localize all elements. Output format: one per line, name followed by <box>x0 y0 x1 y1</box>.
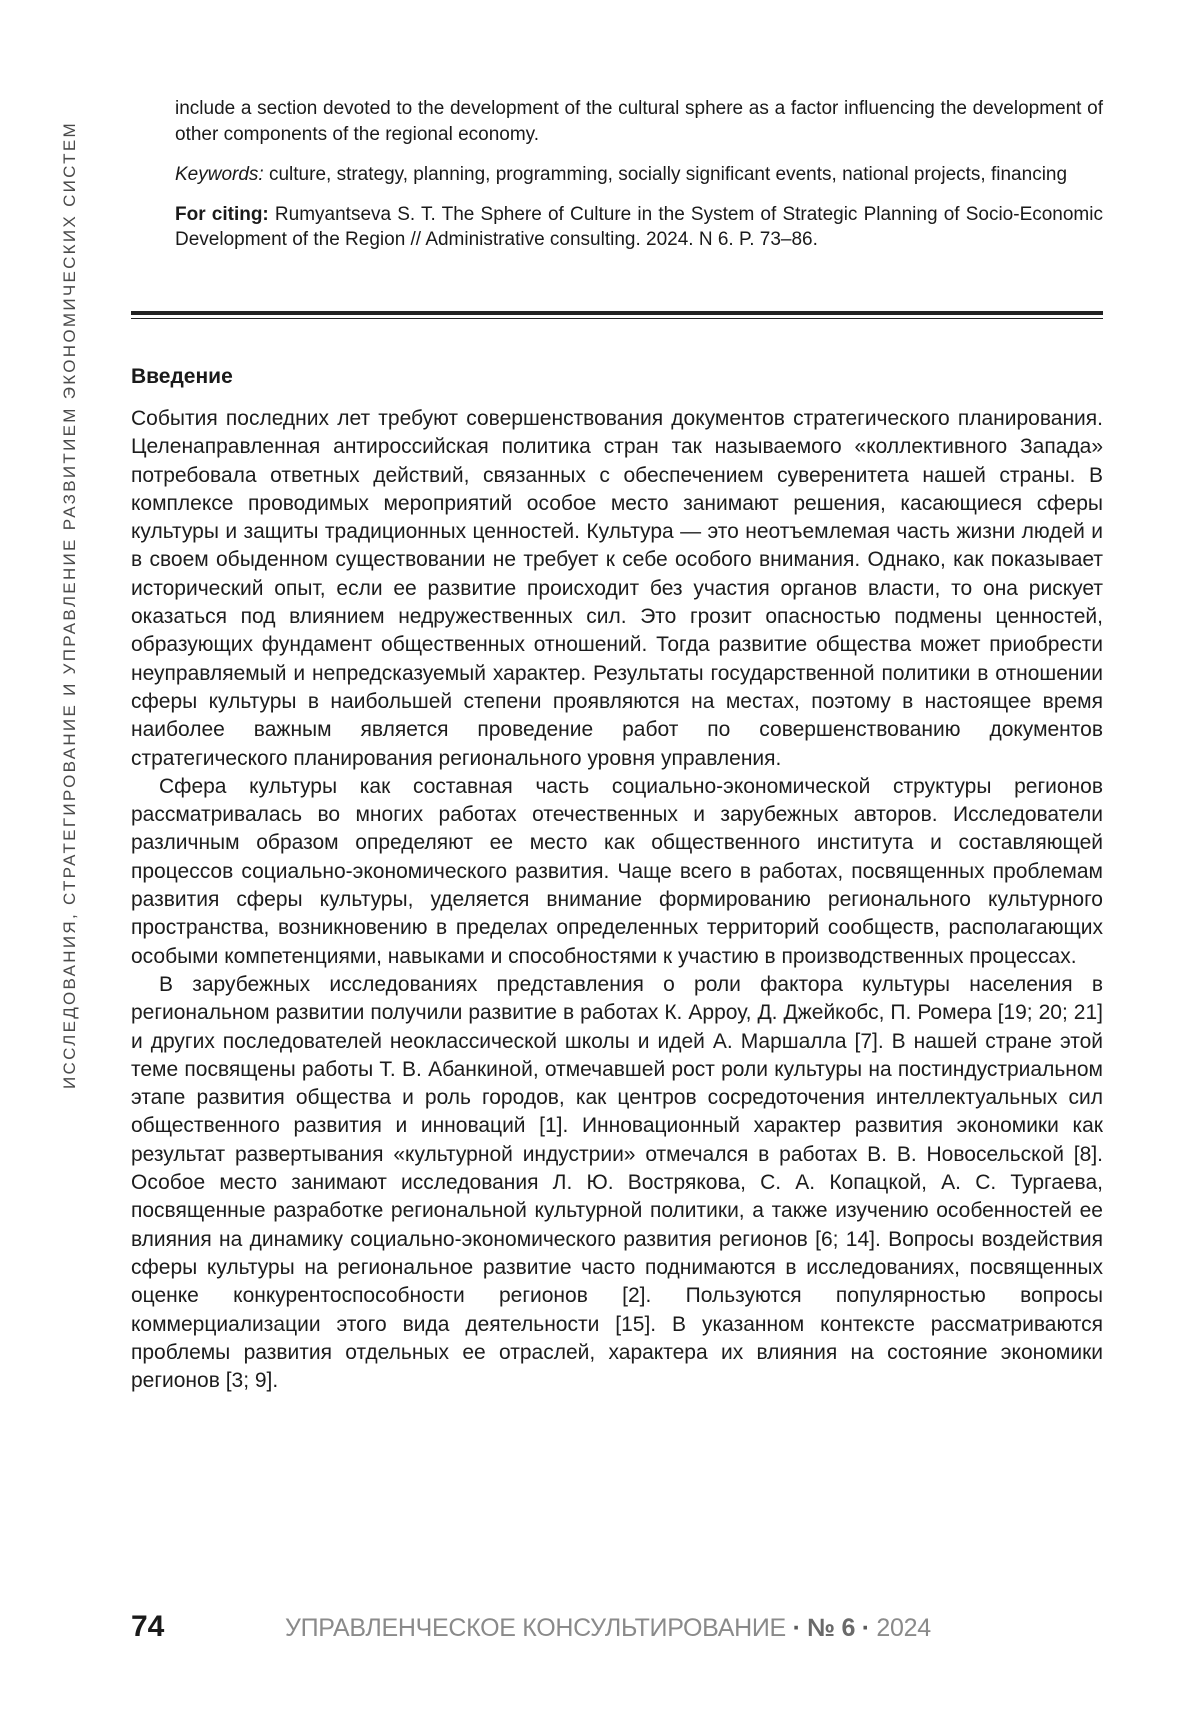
divider-thin <box>131 318 1103 319</box>
footer-separator: · <box>862 1614 870 1642</box>
paragraph: События последних лет требуют совершенствования документов стратегического планирования. Целенаправленная антироссийская политика стран так называемого «коллективного Запада» потребовала ответных действий, связанных с обеспечением суверенитета нашей страны. В комплексе проводимых мероприятий особое место занимают решения, касающиеся сферы культуры и защиты традиционных ценностей. Культура — это неотъемлемая часть жизни людей и в своем обыденном существовании не требует к себе особого внимания. Однако, как показывает исторический опыт, если ее развитие происходит без участия органов власти, то она рискует оказаться под влиянием недружественных сил. Это грозит опасностью подмены ценностей, образующих фундамент общественных отношений. Тогда развитие общества может приобрести неуправляемый и непредсказуемый характер. Результаты государственной политики в отношении сферы культуры в наибольшей степени проявляются на местах, поэтому в настоящее время наиболее важным является проведение работ по совершенствованию документов стратегического планирования регионального уровня управления. <box>131 405 1103 773</box>
journal-footer <box>285 1614 931 1643</box>
issue-number: № 6 <box>807 1614 855 1642</box>
abstract-block <box>175 96 1103 268</box>
page-number: 74 <box>131 1610 164 1644</box>
citation <box>175 202 1103 253</box>
keywords-label: Keywords: <box>175 164 264 185</box>
citation-text: Rumyantseva S. T. The Sphere of Culture in the System of Strategic Planning of Socio-Economic Development of the Region // Administrative consulting. 2024. N 6. P. 73–86. <box>175 204 1103 251</box>
section-heading: Введение <box>131 365 233 389</box>
paragraph: Сфера культуры как составная часть социально-экономической структуры регионов рассматривалась во многих работах отечественных и зарубежных авторов. Исследователи различным образом определяют ее место как общественного института и составляющей процессов социально-экономического развития. Чаще всего в работах, посвященных проблемам развития сферы культуры, уделяется внимание формированию регионального культурного пространства, возникновению в пределах определенных территорий сообществ, располагающих особыми компетенциями, навыками и способностями к участию в производственных процессах. <box>131 773 1103 971</box>
divider-thick <box>131 311 1103 315</box>
journal-title: УПРАВЛЕНЧЕСКОЕ КОНСУЛЬТИРОВАНИЕ <box>285 1614 786 1642</box>
issue-year: 2024 <box>876 1614 930 1642</box>
footer-separator: · <box>793 1614 801 1642</box>
citation-label: For citing: <box>175 204 269 225</box>
body-text <box>131 405 1103 1395</box>
side-running-title: ИССЛЕДОВАНИЯ, СТРАТЕГИРОВАНИЕ И УПРАВЛЕНИЕ РАЗВИТИЕМ ЭКОНОМИЧЕСКИХ СИСТЕМ <box>60 100 80 1110</box>
paragraph: В зарубежных исследованиях представления о роли фактора культуры населения в региональном развитии получили развитие в работах К. Арроу, Д. Джейкобс, П. Ромера [19; 20; 21] и других последователей неоклассической школы и идей А. Маршалла [7]. В нашей стране этой теме посвящены работы Т. В. Абанкиной, отмечавшей рост роли культуры на постиндустриальном этапе развития общества и роль городов, как центров сосредоточения интеллектуальных сил общественного развития и инноваций [1]. Инновационный характер развития экономики как результат развертывания «культурной индустрии» отмечался в работах В. В. Новосельской [8]. Особое место занимают исследования Л. Ю. Вострякова, С. А. Копацкой, А. С. Тургаева, посвященные разработке региональной культурной политики, а также изучению особенностей ее влияния на динамику социально-экономического развития регионов [6; 14]. Вопросы воздействия сферы культуры на региональное развитие часто поднимаются в исследованиях, посвященных оценке конкурентоспособности регионов [2]. Пользуются популярностью вопросы коммерциализации этого вида деятельности [15]. В указанном контексте рассматриваются проблемы развития отдельных ее отраслей, характера их влияния на состояние экономики регионов [3; 9]. <box>131 971 1103 1395</box>
keywords-text: culture, strategy, planning, programming, socially significant events, national projects, financing <box>264 164 1067 185</box>
keywords <box>175 162 1103 188</box>
abstract-tail: include a section devoted to the development of the cultural sphere as a factor influencing the development of other components of the regional economy. <box>175 96 1103 147</box>
